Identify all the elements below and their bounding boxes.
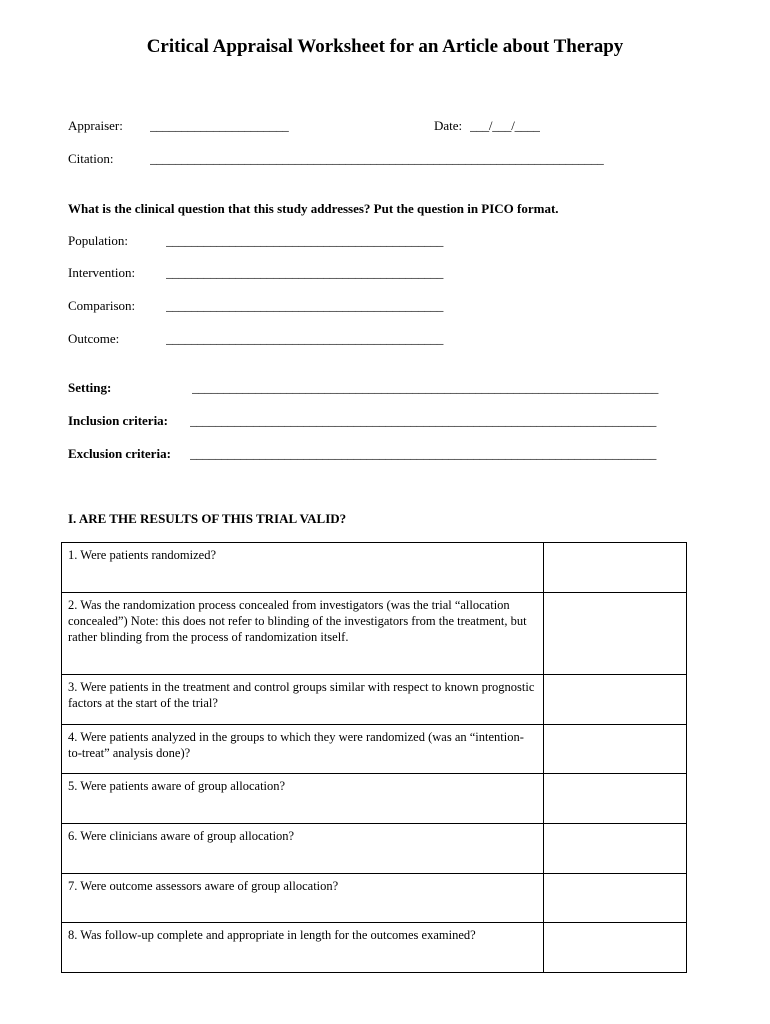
exclusion-criteria-field[interactable]: __________________________________________________________________________ bbox=[190, 446, 657, 461]
inclusion-criteria-field[interactable]: __________________________________________________________________________ bbox=[190, 413, 657, 428]
population-field[interactable]: ____________________________________________ bbox=[166, 233, 444, 248]
table-row bbox=[62, 675, 687, 725]
date-label: Date: bbox=[434, 118, 463, 133]
citation-field[interactable]: ________________________________________________________________________ bbox=[150, 151, 604, 166]
date-field[interactable]: ___/___/____ bbox=[470, 118, 540, 133]
intervention-field[interactable]: ____________________________________________ bbox=[166, 265, 444, 280]
answer-cell[interactable] bbox=[544, 923, 687, 973]
table-row bbox=[62, 725, 687, 774]
comparison-label: Comparison: bbox=[68, 298, 136, 313]
table-row bbox=[62, 543, 687, 593]
pico-question: What is the clinical question that this study addresses? Put the question in PICO format. bbox=[68, 201, 559, 216]
population-label: Population: bbox=[68, 233, 128, 248]
question-text: 7. Were outcome assessors aware of group allocation? bbox=[62, 874, 544, 923]
appraiser-label: Appraiser: bbox=[68, 118, 123, 133]
answer-cell[interactable] bbox=[544, 725, 687, 774]
question-text: 1. Were patients randomized? bbox=[62, 543, 544, 593]
table-row bbox=[62, 774, 687, 824]
answer-cell[interactable] bbox=[544, 543, 687, 593]
setting-field[interactable]: __________________________________________________________________________ bbox=[192, 380, 659, 395]
appraiser-field[interactable]: ______________________ bbox=[150, 118, 289, 133]
outcome-label: Outcome: bbox=[68, 331, 120, 346]
exclusion-criteria-label: Exclusion criteria: bbox=[68, 446, 171, 461]
table-row bbox=[62, 874, 687, 923]
answer-cell[interactable] bbox=[544, 824, 687, 874]
question-text: 5. Were patients aware of group allocation? bbox=[62, 774, 544, 824]
answer-cell[interactable] bbox=[544, 593, 687, 675]
intervention-label: Intervention: bbox=[68, 265, 136, 280]
answer-cell[interactable] bbox=[544, 874, 687, 923]
question-text: 4. Were patients analyzed in the groups to which they were randomized (was an “intention-to-treat” analysis done)? bbox=[62, 725, 544, 774]
table-row bbox=[62, 824, 687, 874]
validity-questions-table bbox=[61, 542, 687, 973]
table-row bbox=[62, 593, 687, 675]
question-text: 2. Was the randomization process concealed from investigators (was the trial “allocation concealed”) Note: this does not refer to blinding of the investigators from the treatment, but rather blinding from the process of randomization itself. bbox=[62, 593, 544, 675]
setting-label: Setting: bbox=[68, 380, 112, 395]
outcome-field[interactable]: ____________________________________________ bbox=[166, 331, 444, 346]
answer-cell[interactable] bbox=[544, 675, 687, 725]
citation-label: Citation: bbox=[68, 151, 114, 166]
page-title: Critical Appraisal Worksheet for an Article about Therapy bbox=[146, 36, 624, 57]
answer-cell[interactable] bbox=[544, 774, 687, 824]
question-text: 6. Were clinicians aware of group allocation? bbox=[62, 824, 544, 874]
question-text: 3. Were patients in the treatment and control groups similar with respect to known prognostic factors at the start of the trial? bbox=[62, 675, 544, 725]
section-heading: I. ARE THE RESULTS OF THIS TRIAL VALID? bbox=[68, 511, 347, 526]
inclusion-criteria-label: Inclusion criteria: bbox=[68, 413, 169, 428]
question-text: 8. Was follow-up complete and appropriate in length for the outcomes examined? bbox=[62, 923, 544, 973]
table-row bbox=[62, 923, 687, 973]
comparison-field[interactable]: ____________________________________________ bbox=[166, 298, 444, 313]
